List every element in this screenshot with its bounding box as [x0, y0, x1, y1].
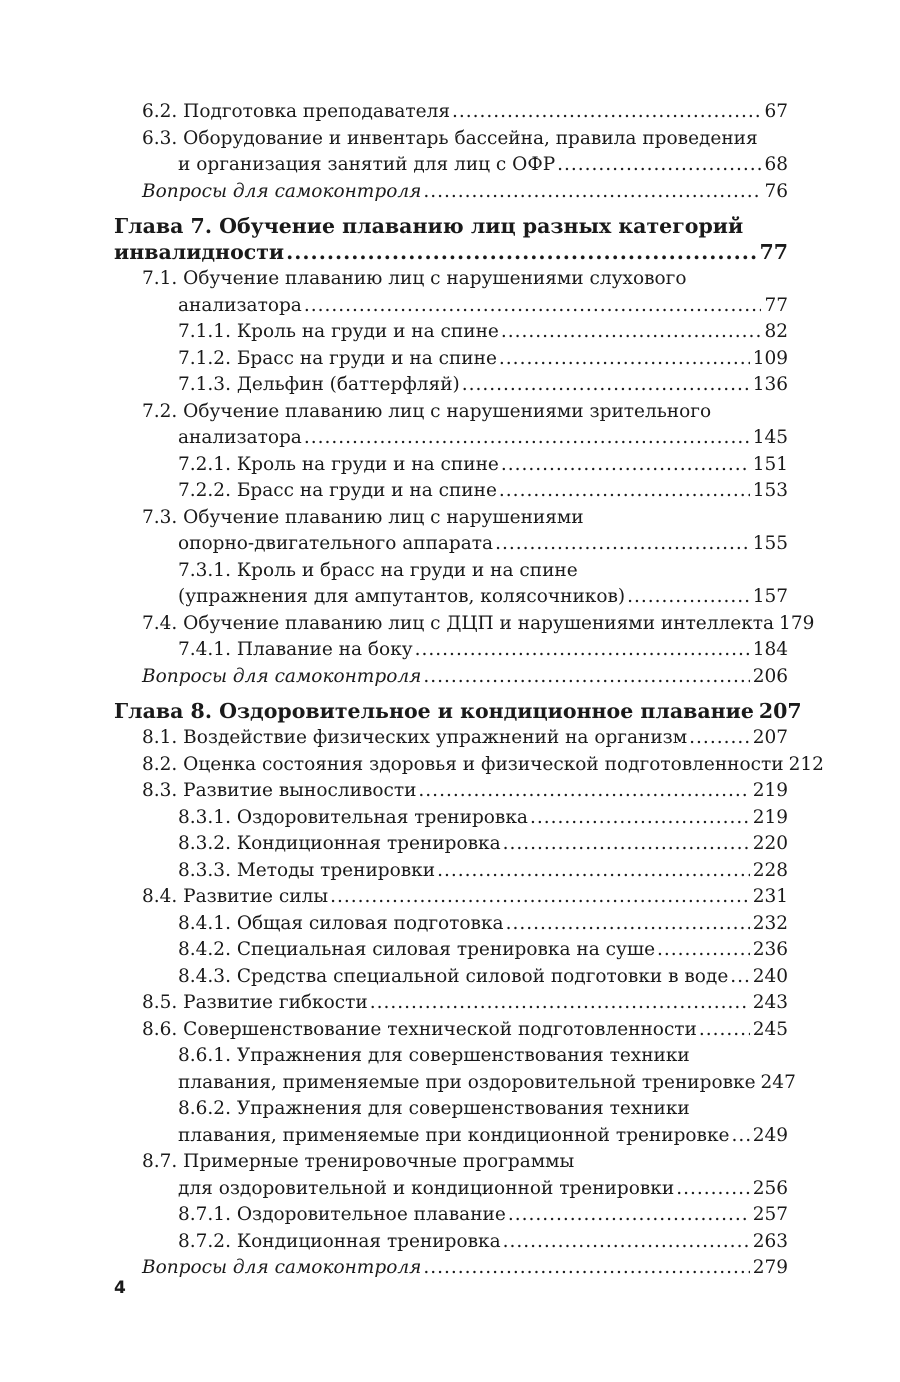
entry-title: анализатора	[178, 427, 302, 448]
dot-leader	[530, 805, 750, 832]
entry-title: 8.3.2. Кондиционная тренировка	[178, 833, 501, 854]
subsection-entry	[114, 1202, 788, 1229]
entry-title-line: Глава 7. Обучение плаванию лиц разных категорий	[114, 214, 744, 238]
page-ref: 231	[752, 886, 788, 907]
section-entry	[114, 884, 788, 911]
page-ref: 256	[752, 1177, 788, 1199]
subsection-entry	[114, 452, 788, 479]
page-ref: 257	[752, 1204, 788, 1225]
page-ref: 157	[752, 586, 788, 607]
dot-leader	[304, 293, 762, 320]
dot-leader	[423, 664, 749, 691]
entry-title-line: 7.3.1. Кроль и брасс на груди и на спине	[178, 559, 578, 581]
page-ref: 243	[752, 992, 788, 1013]
section-entry	[114, 778, 788, 805]
dot-leader	[689, 725, 750, 752]
page-ref: 207	[752, 727, 788, 748]
section-entry	[114, 1017, 788, 1044]
entry-title: 8.4. Развитие силы	[142, 886, 329, 907]
entry-title: 8.4.1. Общая силовая подготовка	[178, 912, 504, 934]
dot-leader	[676, 1176, 750, 1203]
page-ref: 179	[779, 612, 815, 634]
entry-title-line: 7.3. Обучение плаванию лиц с нарушениями	[142, 506, 584, 528]
entry-title: 7.1.3. Дельфин (баттерфляй)	[178, 374, 460, 395]
entry-title: 8.3.1. Оздоровительная тренировка	[178, 806, 528, 828]
page-ref: 247	[760, 1071, 796, 1093]
page-ref: 212	[788, 753, 824, 775]
dot-leader	[503, 831, 750, 858]
dot-leader	[415, 637, 750, 664]
dot-leader	[330, 884, 750, 911]
entry-title: Вопросы для самоконтроля	[142, 1257, 422, 1278]
page-ref: 184	[752, 639, 788, 660]
section-entry	[114, 752, 824, 779]
page-ref: 240	[752, 965, 788, 987]
entry-title: Вопросы для самоконтроля	[142, 180, 422, 202]
entry-title: плавания, применяемые при кондиционной тренировке	[178, 1124, 730, 1146]
page-number: 4	[114, 1278, 126, 1298]
entry-title: 6.2. Подготовка преподавателя	[142, 101, 450, 122]
dot-leader	[699, 1017, 750, 1044]
dot-leader	[499, 478, 750, 505]
subsection-entry	[114, 1096, 788, 1149]
page-ref: 153	[752, 480, 788, 501]
page-ref: 145	[752, 427, 788, 448]
entry-title: плавания, применяемые при оздоровительной тренировке	[178, 1071, 756, 1093]
entry-title: 7.1.2. Брасс на груди и на спине	[178, 347, 497, 369]
entry-title-line: 8.6.2. Упражнения для совершенствования техники	[178, 1098, 690, 1119]
page-ref: 219	[752, 780, 788, 801]
subsection-entry	[114, 319, 788, 346]
dot-leader	[304, 425, 750, 452]
page-ref: 77	[759, 240, 788, 264]
entry-title: Глава 8. Оздоровительное и кондиционное плавание	[114, 699, 754, 723]
page-ref: 263	[752, 1230, 788, 1252]
entry-title: 8.3.3. Методы тренировки	[178, 859, 436, 881]
page-ref: 77	[764, 294, 788, 316]
dot-leader	[732, 1123, 750, 1150]
page-ref: 82	[764, 321, 788, 342]
section-entry	[114, 126, 788, 179]
dot-leader	[418, 778, 749, 805]
dot-leader	[501, 319, 762, 346]
entry-title: анализатора	[178, 294, 302, 316]
page-ref: 228	[752, 859, 788, 881]
page-ref: 220	[752, 833, 788, 854]
entry-title: 8.1. Воздействие физических упражнений на организм	[142, 727, 688, 748]
subsection-entry	[114, 911, 788, 938]
self-check-questions-entry	[114, 664, 788, 691]
subsection-entry	[114, 372, 788, 399]
subsection-entry	[114, 937, 788, 964]
subsection-entry	[114, 964, 788, 991]
subsection-entry	[114, 1043, 796, 1096]
page-ref: 155	[752, 533, 788, 554]
entry-title: опорно-двигательного аппарата	[178, 533, 494, 554]
page-ref: 219	[752, 806, 788, 828]
dot-leader	[627, 584, 750, 611]
subsection-entry	[114, 805, 788, 832]
section-entry	[114, 399, 788, 452]
page-ref: 279	[752, 1257, 788, 1278]
dot-leader	[495, 531, 750, 558]
entry-title: Вопросы для самоконтроля	[142, 665, 422, 687]
dot-leader	[370, 990, 750, 1017]
entry-title: инвалидности	[114, 240, 285, 264]
page-ref: 206	[752, 665, 788, 687]
entry-title: 8.5. Развитие гибкости	[142, 992, 368, 1013]
entry-title: 7.2.2. Брасс на груди и на спине	[178, 480, 497, 501]
entry-title-line: 6.3. Оборудование и инвентарь бассейна, правила проведения	[142, 127, 758, 149]
entry-title: 8.4.2. Специальная силовая тренировка на суше	[178, 939, 656, 960]
entry-title-line: 7.1. Обучение плаванию лиц с нарушениями слухового	[142, 268, 687, 289]
subsection-entry	[114, 346, 788, 373]
page-ref: 232	[752, 912, 788, 934]
dot-leader	[657, 937, 750, 964]
chapter-heading	[114, 697, 802, 725]
page-ref: 151	[752, 453, 788, 475]
entry-title: 8.3. Развитие выносливости	[142, 780, 417, 801]
dot-leader	[437, 858, 750, 885]
chapter-heading	[114, 212, 788, 266]
page-ref: 67	[764, 101, 788, 122]
entry-title: 7.1.1. Кроль на груди и на спине	[178, 321, 499, 342]
section-entry	[114, 1149, 788, 1202]
dot-leader	[501, 452, 750, 479]
dot-leader	[503, 1229, 750, 1256]
entry-title: 7.4.1. Плавание на боку	[178, 639, 413, 660]
dot-leader	[423, 179, 761, 206]
page-ref: 207	[758, 699, 802, 723]
entry-title: 8.6. Совершенствование технической подготовленности	[142, 1018, 697, 1040]
page-ref: 245	[752, 1018, 788, 1040]
page-ref: 136	[752, 374, 788, 395]
entry-title: 8.4.3. Средства специальной силовой подготовки в воде	[178, 965, 729, 987]
subsection-entry	[114, 1229, 788, 1256]
subsection-entry	[114, 637, 788, 664]
subsection-entry	[114, 558, 788, 611]
entry-title: 8.2. Оценка состояния здоровья и физической подготовленности	[142, 753, 784, 775]
dot-leader	[452, 99, 761, 126]
dot-leader	[499, 346, 750, 373]
section-entry	[114, 611, 815, 638]
dot-leader	[508, 1202, 750, 1229]
page-ref: 76	[764, 180, 788, 202]
entry-title-line: 8.6.1. Упражнения для совершенствования техники	[178, 1045, 690, 1066]
section-entry	[114, 505, 788, 558]
subsection-entry	[114, 831, 788, 858]
self-check-questions-entry	[114, 1255, 788, 1282]
subsection-entry	[114, 858, 788, 885]
dot-leader	[506, 911, 750, 938]
dot-leader	[423, 1255, 749, 1282]
section-entry	[114, 99, 788, 126]
page-ref: 109	[752, 347, 788, 369]
entry-title: для оздоровительной и кондиционной тренировки	[178, 1177, 675, 1199]
entry-title: (упражнения для ампутантов, колясочников)	[178, 586, 626, 607]
dot-leader	[557, 152, 761, 179]
dot-leader	[730, 964, 749, 991]
entry-title: 8.7.1. Оздоровительное плавание	[178, 1204, 506, 1225]
self-check-questions-entry	[114, 179, 788, 206]
entry-title: и организация занятий для лиц с ОФР	[178, 154, 556, 175]
page-ref: 236	[752, 939, 788, 960]
dot-leader	[462, 372, 750, 399]
entry-title-line: 8.7. Примерные тренировочные программы	[142, 1151, 575, 1172]
page-ref: 68	[764, 154, 788, 175]
section-entry	[114, 990, 788, 1017]
section-entry	[114, 266, 788, 319]
dot-leader	[286, 239, 756, 265]
entry-title-line: 7.2. Обучение плаванию лиц с нарушениями зрительного	[142, 400, 712, 422]
subsection-entry	[114, 478, 788, 505]
section-entry	[114, 725, 788, 752]
entry-title: 7.2.1. Кроль на груди и на спине	[178, 453, 499, 475]
entry-title: 7.4. Обучение плаванию лиц с ДЦП и нарушениями интеллекта	[142, 612, 775, 634]
page-ref: 249	[752, 1124, 788, 1146]
entry-title: 8.7.2. Кондиционная тренировка	[178, 1230, 501, 1252]
table-of-contents	[114, 99, 824, 1282]
